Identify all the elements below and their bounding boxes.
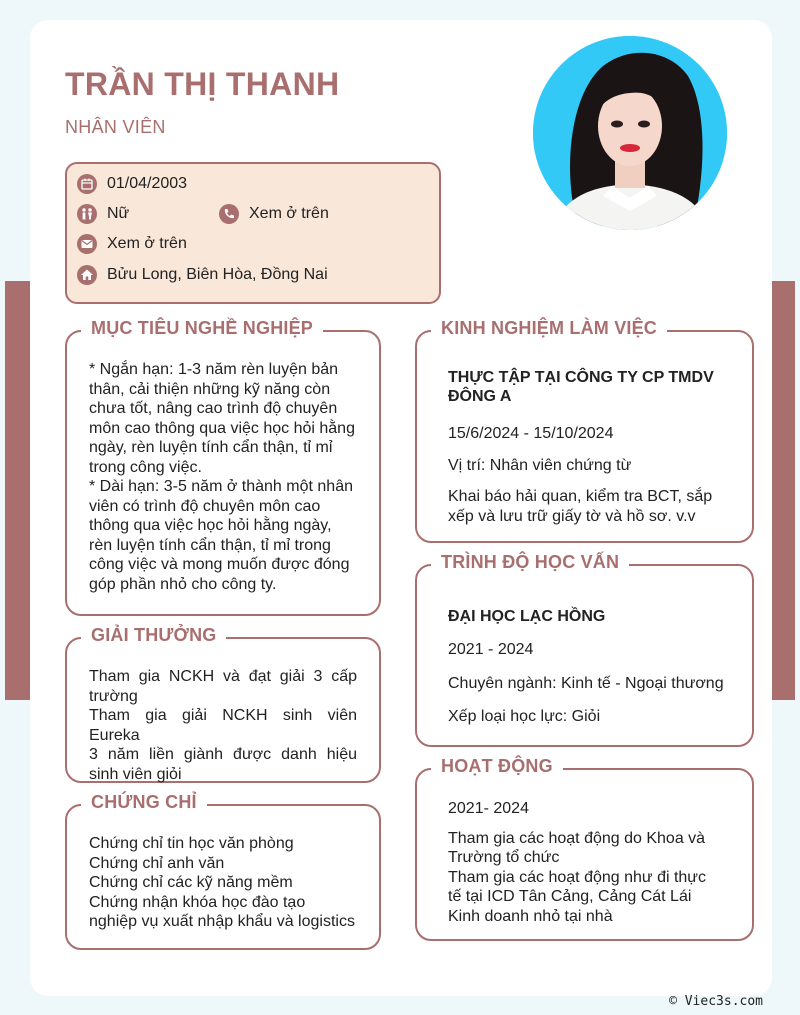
address-row <box>77 265 328 285</box>
candidate-name: TRẦN THỊ THANH <box>65 66 340 102</box>
certificate-item: Chứng chỉ các kỹ năng mềm <box>89 874 293 891</box>
education-major: Chuyên ngành: Kinh tế - Ngoại thương <box>448 674 724 692</box>
activities-section <box>415 756 754 941</box>
experience-description: Khai báo hải quan, kiểm tra BCT, sắp xếp và lưu trữ giấy tờ và hồ sơ. v.v <box>448 488 713 525</box>
gender-value: Nữ <box>107 205 130 222</box>
right-accent-band <box>770 281 795 700</box>
awards-section <box>65 625 381 783</box>
education-heading: TRÌNH ĐỘ HỌC VẤN <box>431 552 629 573</box>
home-icon <box>77 265 97 285</box>
awards-body <box>89 667 357 784</box>
experience-position: Vị trí: Nhân viên chứng từ <box>448 456 632 474</box>
profile-photo <box>533 36 727 230</box>
company-name: THỰC TẬP TẠI CÔNG TY CP TMDV ĐÔNG A <box>448 369 714 405</box>
work-experience-heading: KINH NGHIỆM LÀM VIỆC <box>431 318 667 339</box>
activities-period: 2021- 2024 <box>448 800 529 817</box>
calendar-icon <box>77 174 97 194</box>
award-item: Tham gia giải NCKH sinh viên Eureka <box>89 707 357 744</box>
email-value: Xem ở trên <box>107 235 187 252</box>
gender-icon <box>77 204 97 224</box>
award-item: Tham gia NCKH và đạt giải 3 cấp trường <box>89 668 357 705</box>
footer-credit: © Viec3s.com <box>669 994 763 1009</box>
award-item: 3 năm liền giành được danh hiệu sinh viên giỏi <box>89 746 357 783</box>
certificate-item: Chứng nhận khóa học đào tạo nghiệp vụ xuất nhập khẩu và logistics <box>89 893 355 930</box>
phone-row <box>219 204 329 224</box>
activity-item: Tham gia các hoạt động như đi thực tế tại ICD Tân Cảng, Cảng Cát Lái <box>448 868 707 905</box>
certificates-body <box>89 834 357 932</box>
education-grade: Xếp loại học lực: Giỏi <box>448 708 601 725</box>
gender-row <box>77 204 129 224</box>
activity-item: Kinh doanh nhỏ tại nhà <box>448 907 613 925</box>
phone-icon <box>219 204 239 224</box>
certificate-item: Chứng chỉ anh văn <box>89 854 225 872</box>
certificate-item: Chứng chỉ tin học văn phòng <box>89 835 294 852</box>
education-body <box>448 607 724 727</box>
awards-heading: GIẢI THƯỞNG <box>81 625 226 646</box>
career-objective-section <box>65 318 381 616</box>
activities-body <box>448 799 712 926</box>
left-accent-band <box>5 281 30 700</box>
work-experience-section <box>415 318 754 543</box>
phone-value: Xem ở trên <box>249 205 329 222</box>
career-objective-body <box>89 360 357 594</box>
job-title: NHÂN VIÊN <box>65 117 166 137</box>
career-objective-heading: MỤC TIÊU NGHỀ NGHIỆP <box>81 318 323 339</box>
work-experience-body <box>448 368 724 526</box>
education-section <box>415 552 754 747</box>
email-icon <box>77 234 97 254</box>
school-name: ĐẠI HỌC LẠC HỒNG <box>448 608 606 625</box>
experience-period: 15/6/2024 - 15/10/2024 <box>448 425 614 442</box>
address-value: Bửu Long, Biên Hòa, Đồng Nai <box>107 266 328 283</box>
birthdate-row <box>77 174 187 194</box>
certificates-section <box>65 792 381 950</box>
activity-item: Tham gia các hoạt động do Khoa và Trường tổ chức <box>448 829 706 866</box>
activities-heading: HOẠT ĐỘNG <box>431 756 563 777</box>
education-period: 2021 - 2024 <box>448 641 534 658</box>
email-row <box>77 234 187 254</box>
certificates-heading: CHỨNG CHỈ <box>81 792 207 813</box>
long-term-goal: * Dài hạn: 3-5 năm ở thành một nhân viên có trình độ chuyên môn cao thông qua việc học hỏi hằng ngày, rèn luyện tính cẩn thận, tỉ mỉ trong công việc và mong muốn được đóng góp phần nhỏ cho công ty. <box>89 478 353 593</box>
birthdate-value: 01/04/2003 <box>107 175 188 192</box>
portrait-illustration <box>533 36 727 230</box>
short-term-goal: * Ngắn hạn: 1-3 năm rèn luyện bản thân, cải thiện những kỹ năng còn chưa tốt, nâng cao trình độ chuyên môn cao thông qua việc học hỏi hằng ngày, rèn luyện tính cẩn thận, tỉ mỉ trong công việc. <box>89 361 355 476</box>
